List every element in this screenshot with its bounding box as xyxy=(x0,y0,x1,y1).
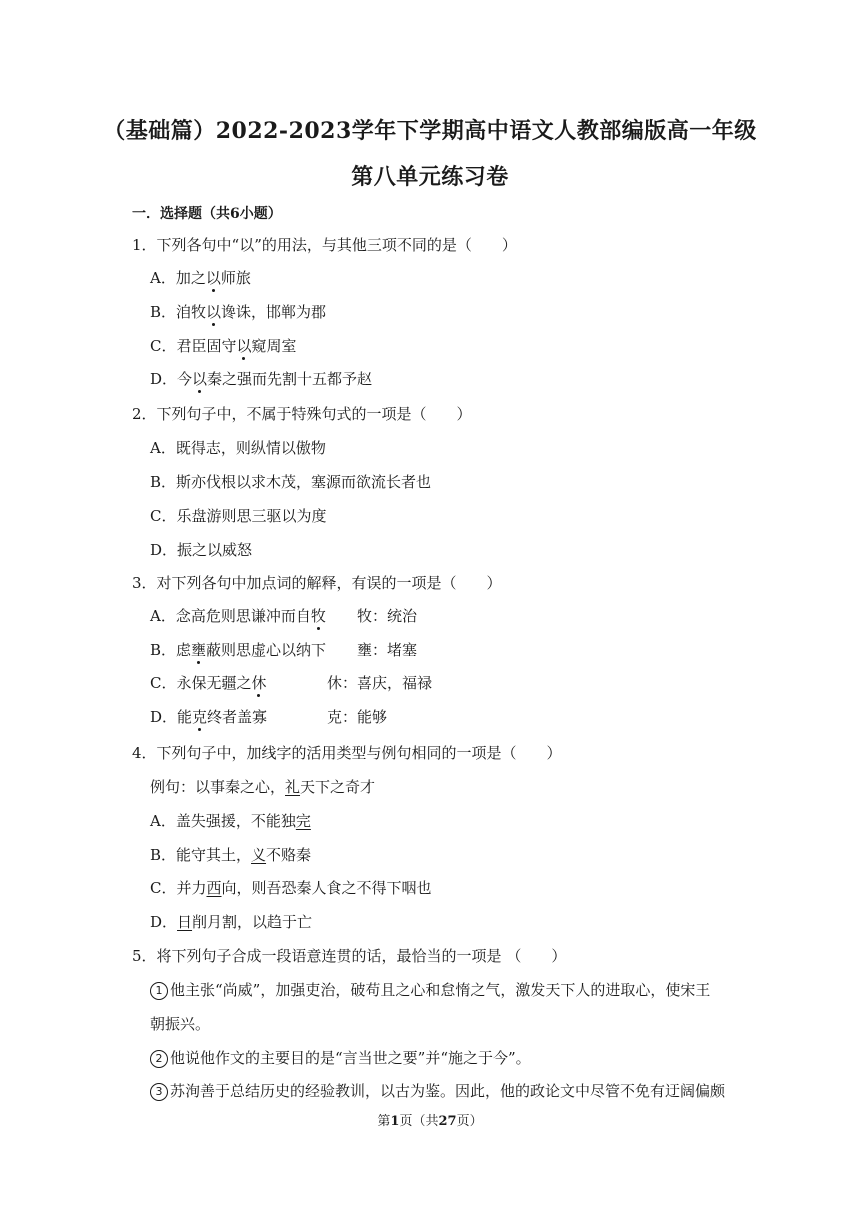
question-3-gloss-d: 克：能够 xyxy=(327,708,388,726)
question-4-option-d xyxy=(150,912,312,932)
question-3-gloss-a: 牧：统治 xyxy=(357,607,418,625)
footer-text: 页） xyxy=(456,1114,483,1129)
option-text: 谗诛，邯郸为郡 xyxy=(221,303,327,321)
option-text: 秦之强而先割十五都予赵 xyxy=(207,370,373,388)
dotted-char: 壅 xyxy=(191,641,207,659)
underlined-char: 义 xyxy=(251,846,267,864)
question-4-stem: 4．下列句子中，加线字的活用类型与例句相同的一项是（ ） xyxy=(132,744,562,762)
footer-text: 第 xyxy=(377,1114,391,1129)
document-title-line-1: （基础篇）2022-2023学年下学期高中语文人教部编版高一年级 xyxy=(103,118,757,144)
option-text: 向，则吾恐秦人食之不得下咽也 xyxy=(221,879,432,897)
option-text: 不赂秦 xyxy=(266,846,312,864)
document-title-line-2: 第八单元练习卷 xyxy=(351,164,509,190)
option-text: 窥周室 xyxy=(251,337,297,355)
question-3-gloss-b: 壅：堵塞 xyxy=(357,641,418,659)
underlined-char: 完 xyxy=(295,812,311,830)
question-2-option-c: C．乐盘游则思三驱以为度 xyxy=(150,507,327,525)
question-5-sentence-1-continued: 朝振兴。 xyxy=(150,1015,211,1033)
option-text: 削月割，以趋于亡 xyxy=(192,913,313,931)
question-3-option-c xyxy=(150,673,267,693)
underlined-char: 日 xyxy=(177,913,193,931)
underlined-char: 礼 xyxy=(285,778,301,796)
section-heading: 一．选择题（共6小题） xyxy=(132,206,282,222)
page-number: 1 xyxy=(390,1114,400,1129)
option-text: C．永保无疆之 xyxy=(150,674,252,692)
question-3-option-b xyxy=(150,640,326,660)
dotted-char: 克 xyxy=(192,708,208,726)
page-total: 27 xyxy=(438,1114,457,1129)
option-text: C．并力 xyxy=(150,879,207,897)
sentence-text: 苏洵善于总结历史的经验教训，以古为鉴。因此，他的政论文中尽管不免有迂阔偏颇 xyxy=(170,1082,726,1100)
dotted-char: 牧 xyxy=(310,607,326,625)
question-4-option-c xyxy=(150,878,432,898)
circled-number: 1 xyxy=(150,982,168,1000)
question-4-example xyxy=(150,777,375,797)
option-text: D． xyxy=(150,913,178,931)
question-4-option-b xyxy=(150,845,311,865)
option-text: A．盖失强援，不能独 xyxy=(150,812,296,830)
option-text: A．加之 xyxy=(150,269,206,287)
question-4-option-a xyxy=(150,811,311,831)
question-2-option-b: B．斯亦伐根以求木茂，塞源而欲流长者也 xyxy=(150,473,432,491)
question-2-stem: 2．下列句子中，不属于特殊句式的一项是（ ） xyxy=(132,405,472,423)
circled-number: 3 xyxy=(150,1083,168,1101)
option-text: 终者盖寡 xyxy=(207,708,268,726)
option-text: C．君臣固守 xyxy=(150,337,237,355)
question-3-option-a xyxy=(150,606,326,626)
dotted-char: 以 xyxy=(206,303,222,321)
option-text: D．能 xyxy=(150,708,193,726)
example-text: 天下之奇才 xyxy=(300,778,376,796)
dotted-char: 以 xyxy=(236,337,252,355)
circled-number: 2 xyxy=(150,1050,168,1068)
option-text: B．能守其土， xyxy=(150,846,252,864)
question-1-option-b xyxy=(150,302,326,322)
option-text: B．虑 xyxy=(150,641,192,659)
question-5-stem: 5．将下列句子合成一段语意连贯的话，最恰当的一项是 （ ） xyxy=(132,947,567,965)
question-3-stem: 3．对下列各句中加点词的解释，有误的一项是（ ） xyxy=(132,574,502,592)
question-1-option-d xyxy=(150,369,372,389)
option-text: 师旅 xyxy=(220,269,251,287)
dotted-char: 休 xyxy=(251,674,267,692)
question-2-option-d: D．振之以威怒 xyxy=(150,541,253,559)
option-text: 蔽则思虚心以纳下 xyxy=(206,641,327,659)
question-2-option-a: A．既得志，则纵情以傲物 xyxy=(150,439,326,457)
question-3-option-d xyxy=(150,707,267,727)
question-5-sentence-1 xyxy=(150,980,710,1000)
sentence-text: 他说他作文的主要目的是“言当世之要”并“施之于今”。 xyxy=(170,1049,531,1067)
footer-text: 页（共 xyxy=(399,1114,439,1129)
question-1-option-c xyxy=(150,336,297,356)
question-1-stem: 1．下列各句中“以”的用法，与其他三项不同的是（ ） xyxy=(132,236,517,254)
page-footer xyxy=(0,1110,860,1129)
option-text: D．今 xyxy=(150,370,193,388)
example-text: 例句：以事秦之心， xyxy=(150,778,286,796)
option-text: B．洎牧 xyxy=(150,303,207,321)
question-1-option-a xyxy=(150,268,251,288)
dotted-char: 以 xyxy=(192,370,208,388)
dotted-char: 以 xyxy=(205,269,221,287)
question-5-sentence-2 xyxy=(150,1048,531,1068)
sentence-text: 他主张“尚威”，加强吏治，破苟且之心和怠惰之气，激发天下人的进取心，使宋王 xyxy=(170,981,711,999)
option-text: A．念高危则思谦冲而自 xyxy=(150,607,311,625)
question-5-sentence-3 xyxy=(150,1081,725,1101)
question-3-gloss-c: 休：喜庆，福禄 xyxy=(327,674,433,692)
underlined-char: 西 xyxy=(206,879,222,897)
